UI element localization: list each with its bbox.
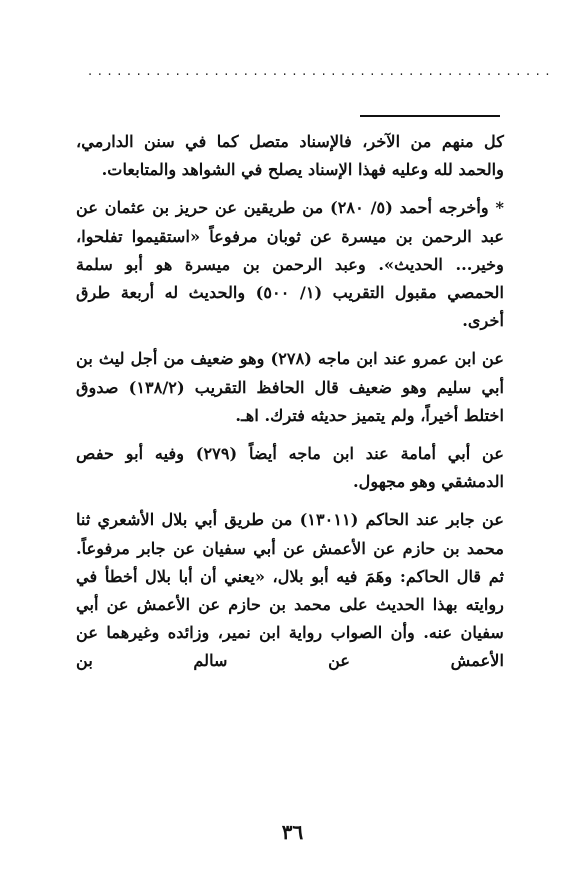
- footnote-separator-rule: [360, 115, 500, 117]
- paragraph-2: * وأخرجه أحمد (٥/ ٢٨٠) من طريقين عن حريز بن عثمان عن عبد الرحمن بن ميسرة عن ثوبان مرفوعاً «استقيموا تفلحوا، وخير... الحديث». وعبد الرحمن بن ميسرة هو أبو سلمة الحمصي مقبول التقريب (١/ ٥٠٠) والحديث له أربعة طرق أخرى.: [76, 198, 504, 331]
- paragraph-4: عن أبي أمامة عند ابن ماجه أيضاً (٢٧٩) وفيه أبو حفص الدمشقي وهو مجهول.: [76, 444, 505, 492]
- paragraph-5: عن جابر عند الحاكم (١٣٠١١) من طريق أبي بلال الأشعري ثنا محمد بن حازم عن الأعمش عن أبي سفيان عن جابر مرفوعاً. ثم قال الحاكم: وهَمَ فيه أبو بلال، «يعني أن أبا بلال أخطأ في روايته بهذا الحديث على محمد بن حازم عن الأعمش عن أبي سفيان عنه. وأن الصواب رواية ابن نمير، وزائده وغيرهما عن الأعمش عن سالم بن: [76, 510, 505, 671]
- page-number: ٣٦: [281, 820, 304, 844]
- paragraph-1: كل منهم من الآخر، فالإسناد متصل كما في سنن الدارمي، والحمد لله وعليه فهذا الإسناد يصلح في الشواهد والمتابعات.: [76, 132, 504, 180]
- dotted-header-line: ................................................: [88, 64, 556, 79]
- page-body: [76, 128, 504, 686]
- paragraph-3: عن ابن عمرو عند ابن ماجه (٢٧٨) وهو ضعيف من أجل ليث بن أبي سليم وهو ضعيف قال الحافظ التقريب (١٣٨/٢) صدوق اختلط أخيراً، ولم يتميز حديثه فترك. اهـ.: [76, 349, 505, 425]
